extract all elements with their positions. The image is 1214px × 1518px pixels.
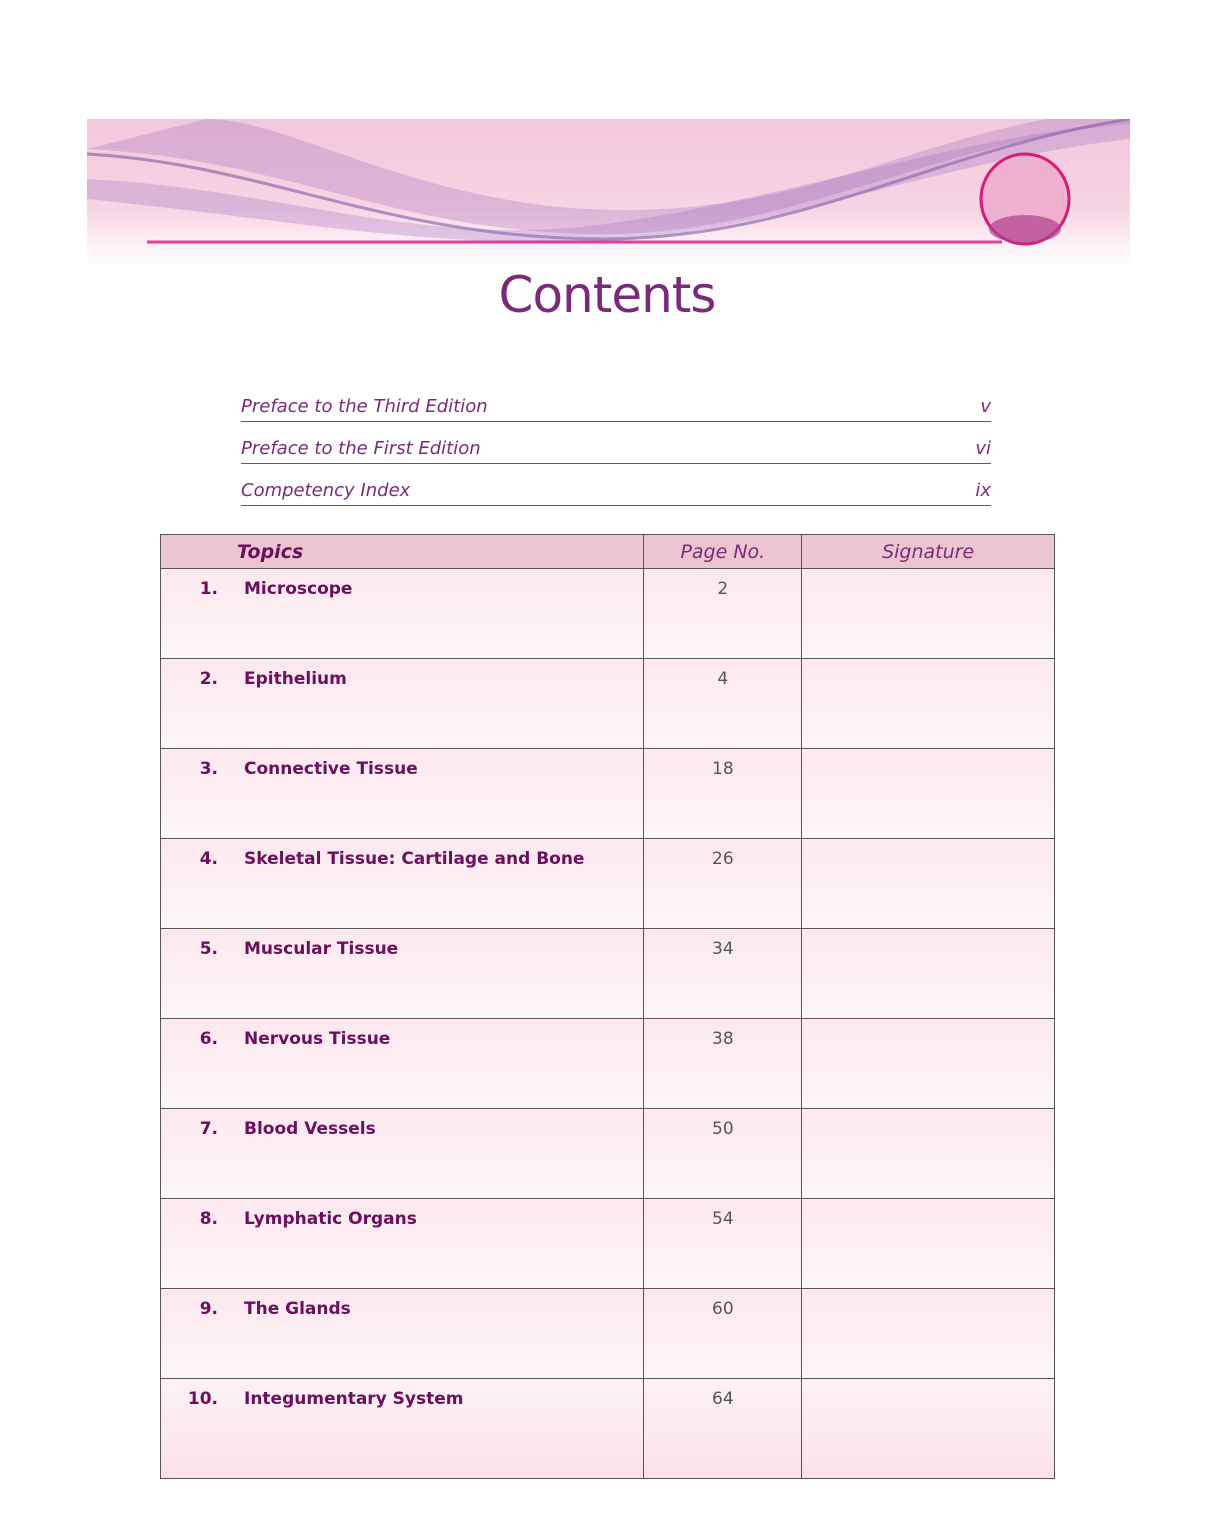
table-row xyxy=(161,569,1055,659)
chapter-title: Nervous Tissue xyxy=(244,1029,391,1049)
topic-cell[interactable] xyxy=(161,1379,644,1479)
page-title: Contents xyxy=(498,266,716,324)
table-row xyxy=(161,1289,1055,1379)
item-label: Preface to the Third Edition xyxy=(241,396,488,417)
item-page: v xyxy=(980,396,991,417)
topic-cell[interactable] xyxy=(161,929,644,1019)
table-row xyxy=(161,1109,1055,1199)
chapter-title: Lymphatic Organs xyxy=(244,1209,417,1229)
chapter-number: 6. xyxy=(199,1029,218,1049)
topic-cell[interactable] xyxy=(161,569,644,659)
item-page: vi xyxy=(975,438,991,459)
header-signature: Signature xyxy=(802,535,1055,569)
item-page: ix xyxy=(975,480,991,501)
signature-cell[interactable] xyxy=(802,1109,1055,1199)
chapter-title: Connective Tissue xyxy=(244,759,418,779)
chapter-title: Muscular Tissue xyxy=(244,939,399,959)
page-number: 54 xyxy=(644,1199,802,1289)
table-row xyxy=(161,659,1055,749)
table-header xyxy=(161,535,1055,569)
page-number: 18 xyxy=(644,749,802,839)
table-row xyxy=(161,1019,1055,1109)
chapter-title: The Glands xyxy=(244,1299,351,1319)
table-row xyxy=(161,1199,1055,1289)
page-number: 34 xyxy=(644,929,802,1019)
chapter-title: Blood Vessels xyxy=(244,1119,376,1139)
topic-cell[interactable] xyxy=(161,1109,644,1199)
signature-cell[interactable] xyxy=(802,749,1055,839)
chapter-title: Epithelium xyxy=(244,669,347,689)
signature-cell[interactable] xyxy=(802,839,1055,929)
topic-cell[interactable] xyxy=(161,659,644,749)
page-number: 60 xyxy=(644,1289,802,1379)
table-row xyxy=(161,839,1055,929)
signature-cell[interactable] xyxy=(802,1289,1055,1379)
page-number: 26 xyxy=(644,839,802,929)
page-number: 64 xyxy=(644,1379,802,1479)
chapter-title: Integumentary System xyxy=(244,1389,464,1409)
topic-cell[interactable] xyxy=(161,1199,644,1289)
chapter-number: 9. xyxy=(199,1299,218,1319)
signature-cell[interactable] xyxy=(802,1379,1055,1479)
topic-cell[interactable] xyxy=(161,749,644,839)
item-label: Competency Index xyxy=(241,480,411,501)
page-number: 50 xyxy=(644,1109,802,1199)
topic-cell[interactable] xyxy=(161,1289,644,1379)
header-banner xyxy=(87,119,1130,269)
chapter-number: 2. xyxy=(199,669,218,689)
chapter-title: Skeletal Tissue: Cartilage and Bone xyxy=(244,849,585,869)
signature-cell[interactable] xyxy=(802,569,1055,659)
header-page: Page No. xyxy=(644,535,802,569)
item-label: Preface to the First Edition xyxy=(241,438,481,459)
table-row xyxy=(161,1379,1055,1479)
signature-cell[interactable] xyxy=(802,1019,1055,1109)
contents-table xyxy=(160,534,1055,1479)
topic-cell[interactable] xyxy=(161,839,644,929)
front-matter-item[interactable] xyxy=(241,380,991,422)
signature-cell[interactable] xyxy=(802,659,1055,749)
chapter-number: 1. xyxy=(199,579,218,599)
chapter-number: 8. xyxy=(199,1209,218,1229)
front-matter-item[interactable] xyxy=(241,422,991,464)
wave-decoration xyxy=(87,119,1130,269)
header-topics: Topics xyxy=(161,535,644,569)
signature-cell[interactable] xyxy=(802,929,1055,1019)
table-row xyxy=(161,929,1055,1019)
front-matter-item[interactable] xyxy=(241,464,991,506)
chapter-number: 10. xyxy=(187,1389,218,1409)
signature-cell[interactable] xyxy=(802,1199,1055,1289)
page-number: 38 xyxy=(644,1019,802,1109)
topic-cell[interactable] xyxy=(161,1019,644,1109)
chapter-number: 5. xyxy=(199,939,218,959)
chapter-number: 4. xyxy=(199,849,218,869)
page-number: 2 xyxy=(644,569,802,659)
chapter-number: 3. xyxy=(199,759,218,779)
chapter-title: Microscope xyxy=(244,579,353,599)
chapter-number: 7. xyxy=(199,1119,218,1139)
front-matter-list xyxy=(241,380,991,506)
page-number: 4 xyxy=(644,659,802,749)
table-row xyxy=(161,749,1055,839)
